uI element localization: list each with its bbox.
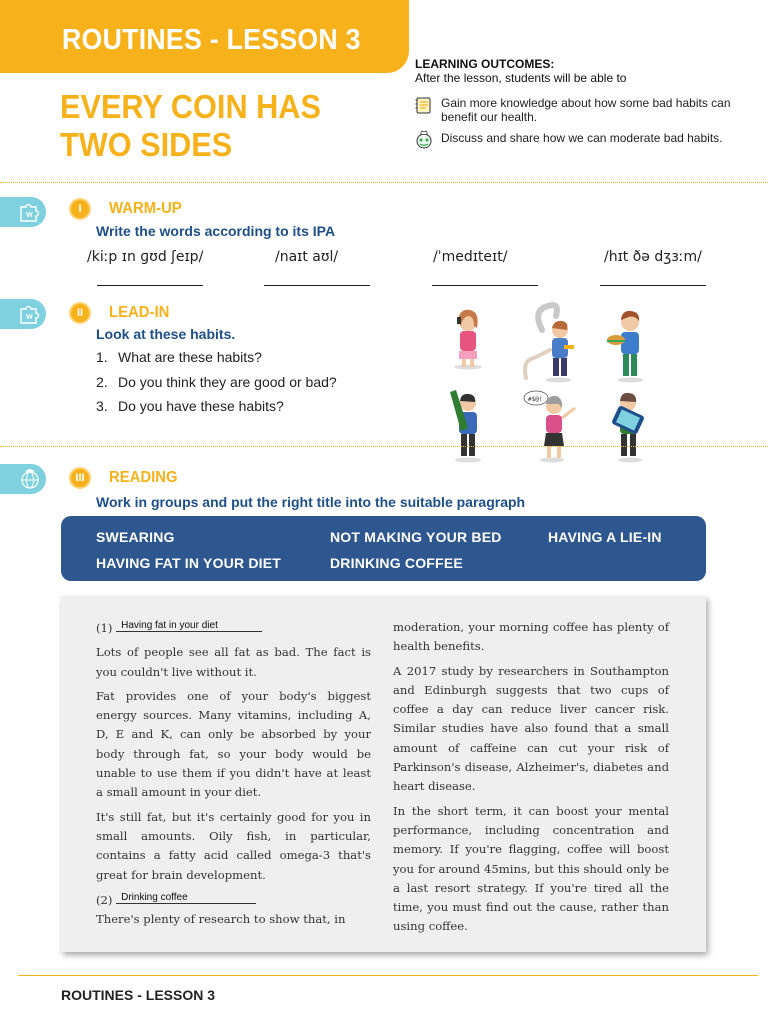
outcome-text: Discuss and share how we can moderate bad habits. <box>441 131 723 145</box>
page-title-line-2: TWO SIDES <box>60 126 233 163</box>
section-number-badge: I <box>69 198 91 220</box>
paragraph-1-heading: (1) Having fat in your diet <box>96 618 371 638</box>
answer-blank[interactable]: Having fat in your diet <box>116 618 262 632</box>
section-divider <box>0 182 768 183</box>
smoking-habit-figure <box>525 305 574 382</box>
lesson-title: ROUTINES - LESSON 3 <box>62 24 361 56</box>
reading-instruction: Work in groups and put the right title into the suitable paragraph <box>96 494 526 510</box>
leadin-side-tab <box>0 299 46 329</box>
reading-side-tab <box>0 464 46 494</box>
paragraph-text: A 2017 study by researchers in Southampton and Edinburgh suggests that two cups of coffee a day can reduce liver cancer risk. Similar studies have also found that a small amount of caffeine can cut your risk of Parkinson's disease, Alzheimer's, diabetes and heart disease. <box>393 663 669 794</box>
footer-title: ROUTINES - LESSON 3 <box>61 987 216 1003</box>
warmup-instruction: Write the words according to its IPA <box>96 223 336 239</box>
paragraph-text: In the short term, it can boost your mental performance, including concentration and memory. If you're flagging, coffee will boost you for around 45mins, but this should only be a last resort strategy. If you're tired all the time, you must find out the cause, rather than using coffee. <box>393 803 669 934</box>
leadin-title: LEAD-IN <box>109 304 170 321</box>
question-list <box>96 349 337 423</box>
drinking-habit-figure <box>450 390 481 463</box>
ipa-word-2: /naɪt aʊl/ <box>275 249 339 265</box>
paragraph-text: Fat provides one of your body's biggest energy sources. Many vitamins, including A, D, E and K, can only be absorbed by your body through fat, so your body would be unable to use them if you didn't have at least a small amount in your diet. <box>96 688 371 800</box>
warmup-title: WARM-UP <box>109 200 182 217</box>
paragraph-text: Lots of people see all fat as bad. The fact is you couldn't live without it. <box>96 645 371 679</box>
paragraph-text: There's plenty of research to show that, in <box>96 912 346 927</box>
title-option[interactable]: HAVING A LIE-IN <box>548 529 662 545</box>
notebook-icon <box>415 96 433 114</box>
answer-blank-2[interactable] <box>264 285 370 286</box>
learning-outcomes <box>415 57 745 145</box>
section-number-badge: III <box>69 467 91 489</box>
answer-blank[interactable]: Drinking coffee <box>116 890 256 904</box>
page-title-line-1: EVERY COIN HAS <box>60 88 321 125</box>
paragraph-2-heading: (2) Drinking coffee <box>96 890 371 910</box>
warmup-side-tab <box>0 197 46 227</box>
screen-habit-figure <box>611 393 645 463</box>
passage-left-column <box>96 618 371 934</box>
list-item: 1. What are these habits? <box>96 349 262 365</box>
paragraph-text: moderation, your morning coffee has plenty of health benefits. <box>393 620 669 654</box>
answer-blank-4[interactable] <box>600 285 706 286</box>
leadin-instruction: Look at these habits. <box>96 326 236 342</box>
section-divider <box>0 446 768 447</box>
ipa-word-4: /hɪt ðə dʒɜːm/ <box>604 249 702 265</box>
title-option[interactable]: HAVING FAT IN YOUR DIET <box>96 555 282 571</box>
outcomes-heading: LEARNING OUTCOMES: <box>415 57 555 71</box>
paragraph-titles-box <box>61 516 706 581</box>
puzzle-icon <box>18 303 42 325</box>
discussion-icon <box>415 131 433 149</box>
svg-text:#$@!: #$@! <box>528 396 543 403</box>
header-banner <box>0 0 409 73</box>
list-item: 3. Do you have these habits? <box>96 398 284 414</box>
outcome-text: Gain more knowledge about how some bad habits can benefit our health. <box>441 96 731 124</box>
swearing-habit-figure <box>524 391 575 463</box>
reading-passage <box>61 596 706 952</box>
title-option[interactable]: SWEARING <box>96 529 175 545</box>
title-option[interactable]: DRINKING COFFEE <box>330 555 463 571</box>
fast-food-habit-figure <box>607 311 643 383</box>
passage-right-column <box>393 618 669 942</box>
phone-habit-figure <box>454 310 482 370</box>
globe-icon <box>18 468 42 490</box>
page-title <box>60 88 367 164</box>
paragraph-text: It's still fat, but it's certainly good for you in small amounts. Oily fish, in particular, contains a fatty acid called omega-3 that's great for brain development. <box>96 809 371 882</box>
svg-text:W: W <box>26 314 33 321</box>
svg-text:W: W <box>26 212 33 219</box>
puzzle-icon <box>18 201 42 223</box>
answer-blank-1[interactable] <box>97 285 203 286</box>
answer-blank-3[interactable] <box>432 285 538 286</box>
ipa-word-3: /ˈmedɪteɪt/ <box>433 249 508 265</box>
reading-title: READING <box>109 469 178 486</box>
outcomes-subheading: After the lesson, students will be able to <box>415 71 627 85</box>
ipa-word-1: /kiːp ɪn ɡʊd ʃeɪp/ <box>87 249 204 265</box>
list-item: 2. Do you think they are good or bad? <box>96 373 337 390</box>
title-option[interactable]: NOT MAKING YOUR BED <box>330 529 502 545</box>
section-number-badge: II <box>69 302 91 324</box>
footer-divider <box>18 975 758 976</box>
habits-illustration <box>430 300 670 470</box>
